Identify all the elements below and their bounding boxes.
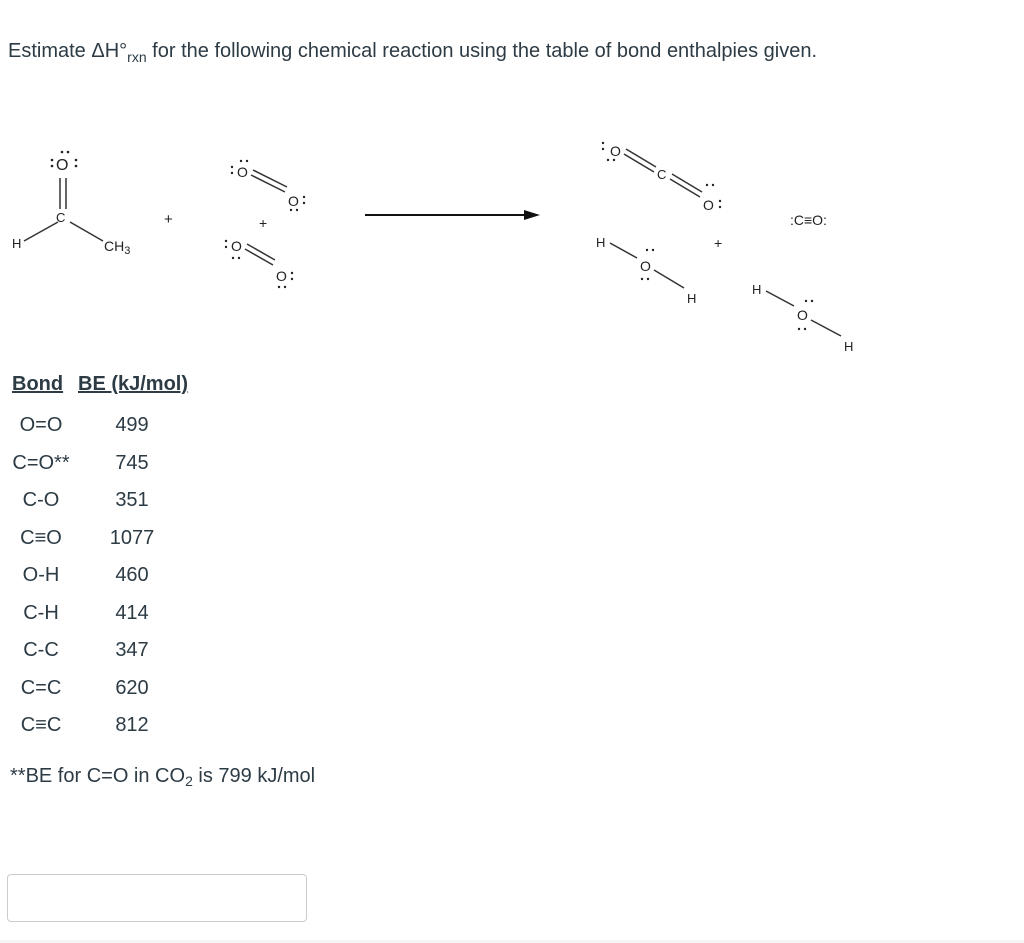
water-molecule-1 [596, 235, 696, 306]
bond-energy-value: 460 [115, 564, 149, 586]
bond-energy-value: 1077 [109, 526, 155, 549]
svg-text:O: O [231, 238, 242, 254]
carbon-dioxide-structure [602, 142, 721, 213]
reaction-arrow [365, 210, 540, 220]
table-row [0, 602, 200, 632]
svg-text:H: H [752, 282, 762, 297]
bond-energy-value: 414 [115, 601, 149, 624]
table-row [0, 714, 200, 744]
svg-text:O: O [288, 193, 299, 209]
bond-label: C=C [20, 676, 62, 699]
bond-label: O=O [19, 414, 63, 436]
bond-label: C-H [23, 601, 59, 624]
oxygen-molecule-1 [231, 160, 305, 211]
table-row [0, 677, 200, 707]
atom-h: H [12, 236, 22, 251]
reaction-scheme [0, 120, 1024, 360]
bond-energy-value: 812 [115, 714, 149, 736]
bond-energy-value: 347 [115, 639, 149, 661]
bond-label: O-H [22, 564, 60, 586]
carbon-monoxide-structure [790, 212, 827, 228]
bond-energy-value: 745 [115, 451, 149, 474]
bond-energy-value: 351 [115, 489, 149, 511]
svg-text:O: O [276, 268, 287, 284]
svg-text:O: O [237, 164, 248, 180]
bond-energy-value: 499 [115, 414, 149, 436]
svg-text:O: O [797, 307, 808, 323]
bond-energy-value: 620 [115, 676, 149, 699]
bond-label: C=O** [12, 451, 70, 474]
answer-input[interactable] [7, 874, 307, 922]
svg-text:C: C [657, 167, 667, 182]
svg-text::C≡O:: :C≡O: [790, 212, 827, 228]
group-ch3: $CH_3$ [104, 238, 131, 257]
bond-label: C≡C [20, 714, 62, 736]
table-row [0, 489, 200, 519]
bond-label: C≡O [20, 526, 62, 549]
question-text: Estimate $\Delta H^\circ_{rxn}$ for the following chemical reaction using the table of bond enthalpies given. [8, 40, 818, 65]
svg-text:H: H [596, 235, 606, 250]
oxygen-molecule-2 [225, 238, 293, 288]
plus-sign: + [259, 215, 268, 231]
svg-text:H: H [844, 339, 854, 354]
table-row [0, 527, 200, 557]
svg-text:O: O [640, 258, 651, 274]
plus-sign: + [164, 211, 173, 228]
atom-o: O [56, 157, 69, 174]
table-row [0, 414, 200, 444]
svg-text:H: H [687, 291, 697, 306]
atom-c: C [56, 210, 66, 225]
table-row [0, 639, 200, 669]
acetaldehyde-structure [12, 151, 130, 257]
footnote: **BE for C=O in $CO_2$ is 799 kJ/mol [10, 765, 316, 789]
header-be: BE (kJ/mol) [78, 373, 189, 395]
svg-text:O: O [610, 143, 621, 159]
table-row [0, 452, 200, 482]
bond-label: C-O [22, 489, 60, 511]
bond-label: C-C [23, 639, 59, 661]
svg-text:O: O [703, 197, 714, 213]
water-molecule-2 [752, 282, 853, 354]
header-bond: Bond [12, 373, 64, 395]
plus-sign: + [714, 235, 723, 251]
table-row [0, 564, 200, 594]
